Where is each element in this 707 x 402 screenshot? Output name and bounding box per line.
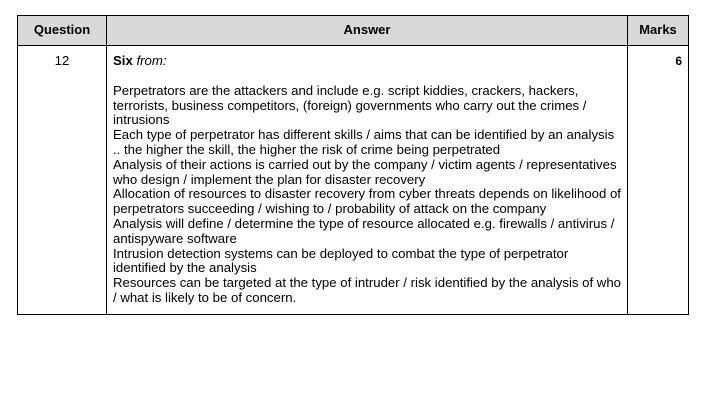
answer-point-1: Perpetrators are the attackers and include e.g. script kiddies, crackers, hackers, terrorists, business competitors, (foreign) governments who carry out the crimes / intrusions (113, 82, 587, 128)
answer-intro (113, 54, 621, 69)
answer-point-4: Analysis of their actions is carried out by the company / victim agents / representatives who design / implement the plan for disaster recovery (113, 156, 617, 187)
answer-point-5: Allocation of resources to disaster recovery from cyber threats depends on likelihood of perpetrators succeeding / wishing to / probability of attack on the company (113, 186, 621, 217)
answer-point-3: .. the higher the skill, the higher the risk of crime being perpetrated (113, 141, 501, 157)
intro-count: Six (113, 53, 133, 68)
answer-point-8: Resources can be targeted at the type of intruder / risk identified by the analysis of who / what is likely to be of concern. (113, 275, 622, 305)
marks-value: 6 (628, 46, 689, 315)
header-row (18, 16, 689, 46)
answer-header: Answer (107, 16, 628, 46)
intro-from: from: (136, 53, 167, 68)
table-row (18, 46, 689, 315)
answer-point-7: Intrusion detection systems can be deployed to combat the type of perpetrator identified by the analysis (113, 245, 569, 276)
answer-point-2: Each type of perpetrator has different skills / aims that can be identified by an analysis (113, 127, 615, 143)
mark-scheme-table (17, 15, 689, 315)
question-number: 12 (18, 46, 107, 315)
marks-header: Marks (628, 16, 689, 46)
answer-point-6: Analysis will define / determine the type of resource allocated e.g. firewalls / antivirus / antispyware software (113, 215, 615, 246)
answer-cell (107, 46, 628, 315)
question-header: Question (18, 16, 107, 46)
